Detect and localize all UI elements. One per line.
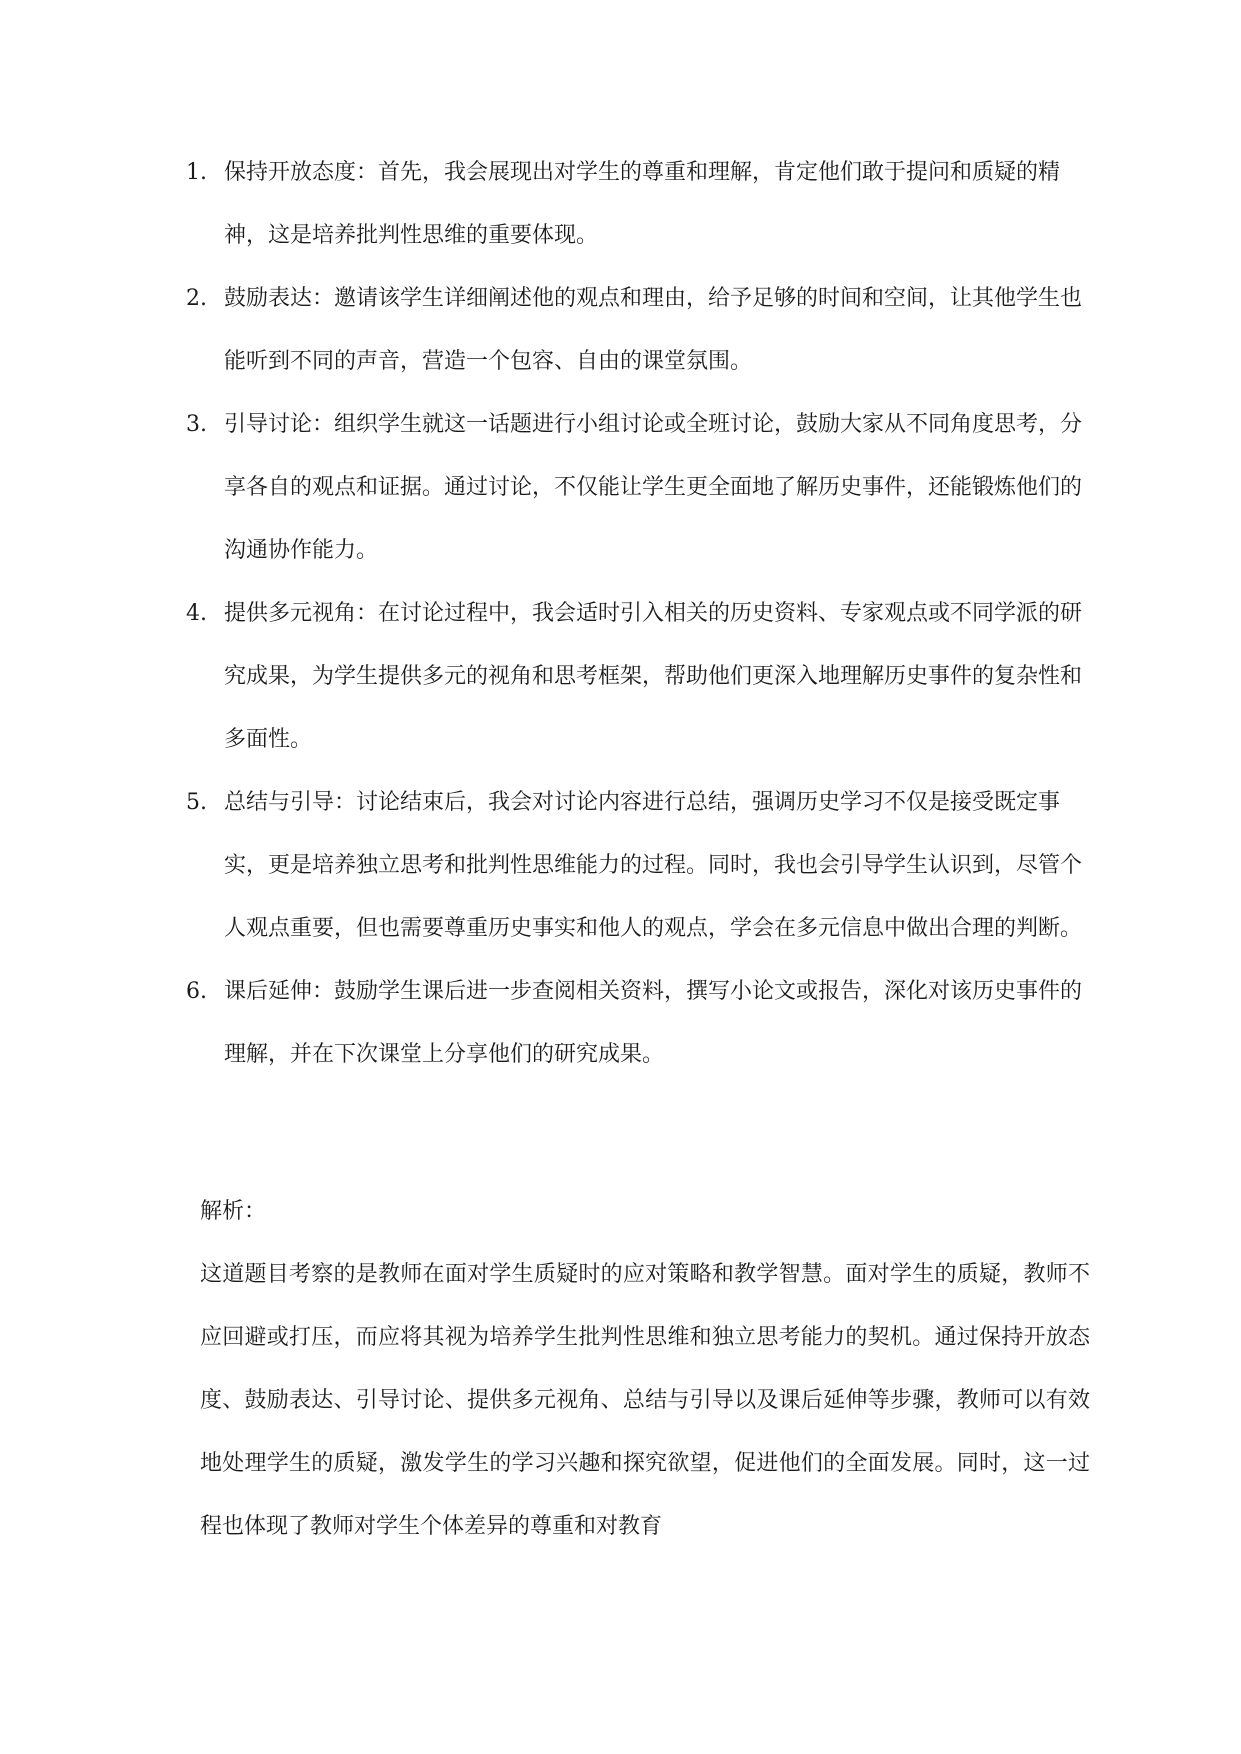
item-number: 2. [186, 286, 207, 311]
list-item [186, 267, 1086, 393]
answer-list [186, 141, 1086, 1086]
list-item [186, 141, 1086, 267]
list-item [186, 582, 1086, 771]
item-text: 保持开放态度：首先，我会展现出对学生的尊重和理解，肯定他们敢于提问和质疑的精神，这是培养批判性思维的重要体现。 [224, 160, 1061, 248]
item-text: 引导讨论：组织学生就这一话题进行小组讨论或全班讨论，鼓励大家从不同角度思考，分享各自的观点和证据。通过讨论，不仅能让学生更全面地了解历史事件，还能锻炼他们的沟通协作能力。 [224, 412, 1083, 563]
item-number: 5. [186, 790, 207, 815]
analysis-paragraph: 这道题目考察的是教师在面对学生质疑时的应对策略和教学智慧。面对学生的质疑，教师不应回避或打压，而应将其视为培养学生批判性思维和独立思考能力的契机。通过保持开放态度、鼓励表达、引导讨论、提供多元视角、总结与引导以及课后延伸等步骤，教师可以有效地处理学生的质疑，激发学生的学习兴趣和探究欲望，促进他们的全面发展。同时，这一过程也体现了教师对学生个体差异的尊重和对教育 [200, 1262, 1090, 1539]
item-text: 总结与引导：讨论结束后，我会对讨论内容进行总结，强调历史学习不仅是接受既定事实，更是培养独立思考和批判性思维能力的过程。同时，我也会引导学生认识到，尽管个人观点重要，但也需要尊重历史事实和他人的观点，学会在多元信息中做出合理的判断。 [224, 790, 1083, 941]
analysis-heading: 解析： [200, 1199, 267, 1224]
item-text: 鼓励表达：邀请该学生详细阐述他的观点和理由，给予足够的时间和空间，让其他学生也能听到不同的声音，营造一个包容、自由的课堂氛围。 [224, 286, 1083, 374]
list-item [186, 771, 1086, 960]
list-item [186, 393, 1086, 582]
item-text: 课后延伸：鼓励学生课后进一步查阅相关资料，撰写小论文或报告，深化对该历史事件的理解，并在下次课堂上分享他们的研究成果。 [224, 979, 1083, 1067]
item-text: 提供多元视角：在讨论过程中，我会适时引入相关的历史资料、专家观点或不同学派的研究成果，为学生提供多元的视角和思考框架，帮助他们更深入地理解历史事件的复杂性和多面性。 [224, 601, 1083, 752]
item-number: 1. [186, 160, 207, 185]
list-item [186, 960, 1086, 1086]
item-number: 4. [186, 601, 207, 626]
item-number: 6. [186, 979, 207, 1004]
item-number: 3. [186, 412, 207, 437]
